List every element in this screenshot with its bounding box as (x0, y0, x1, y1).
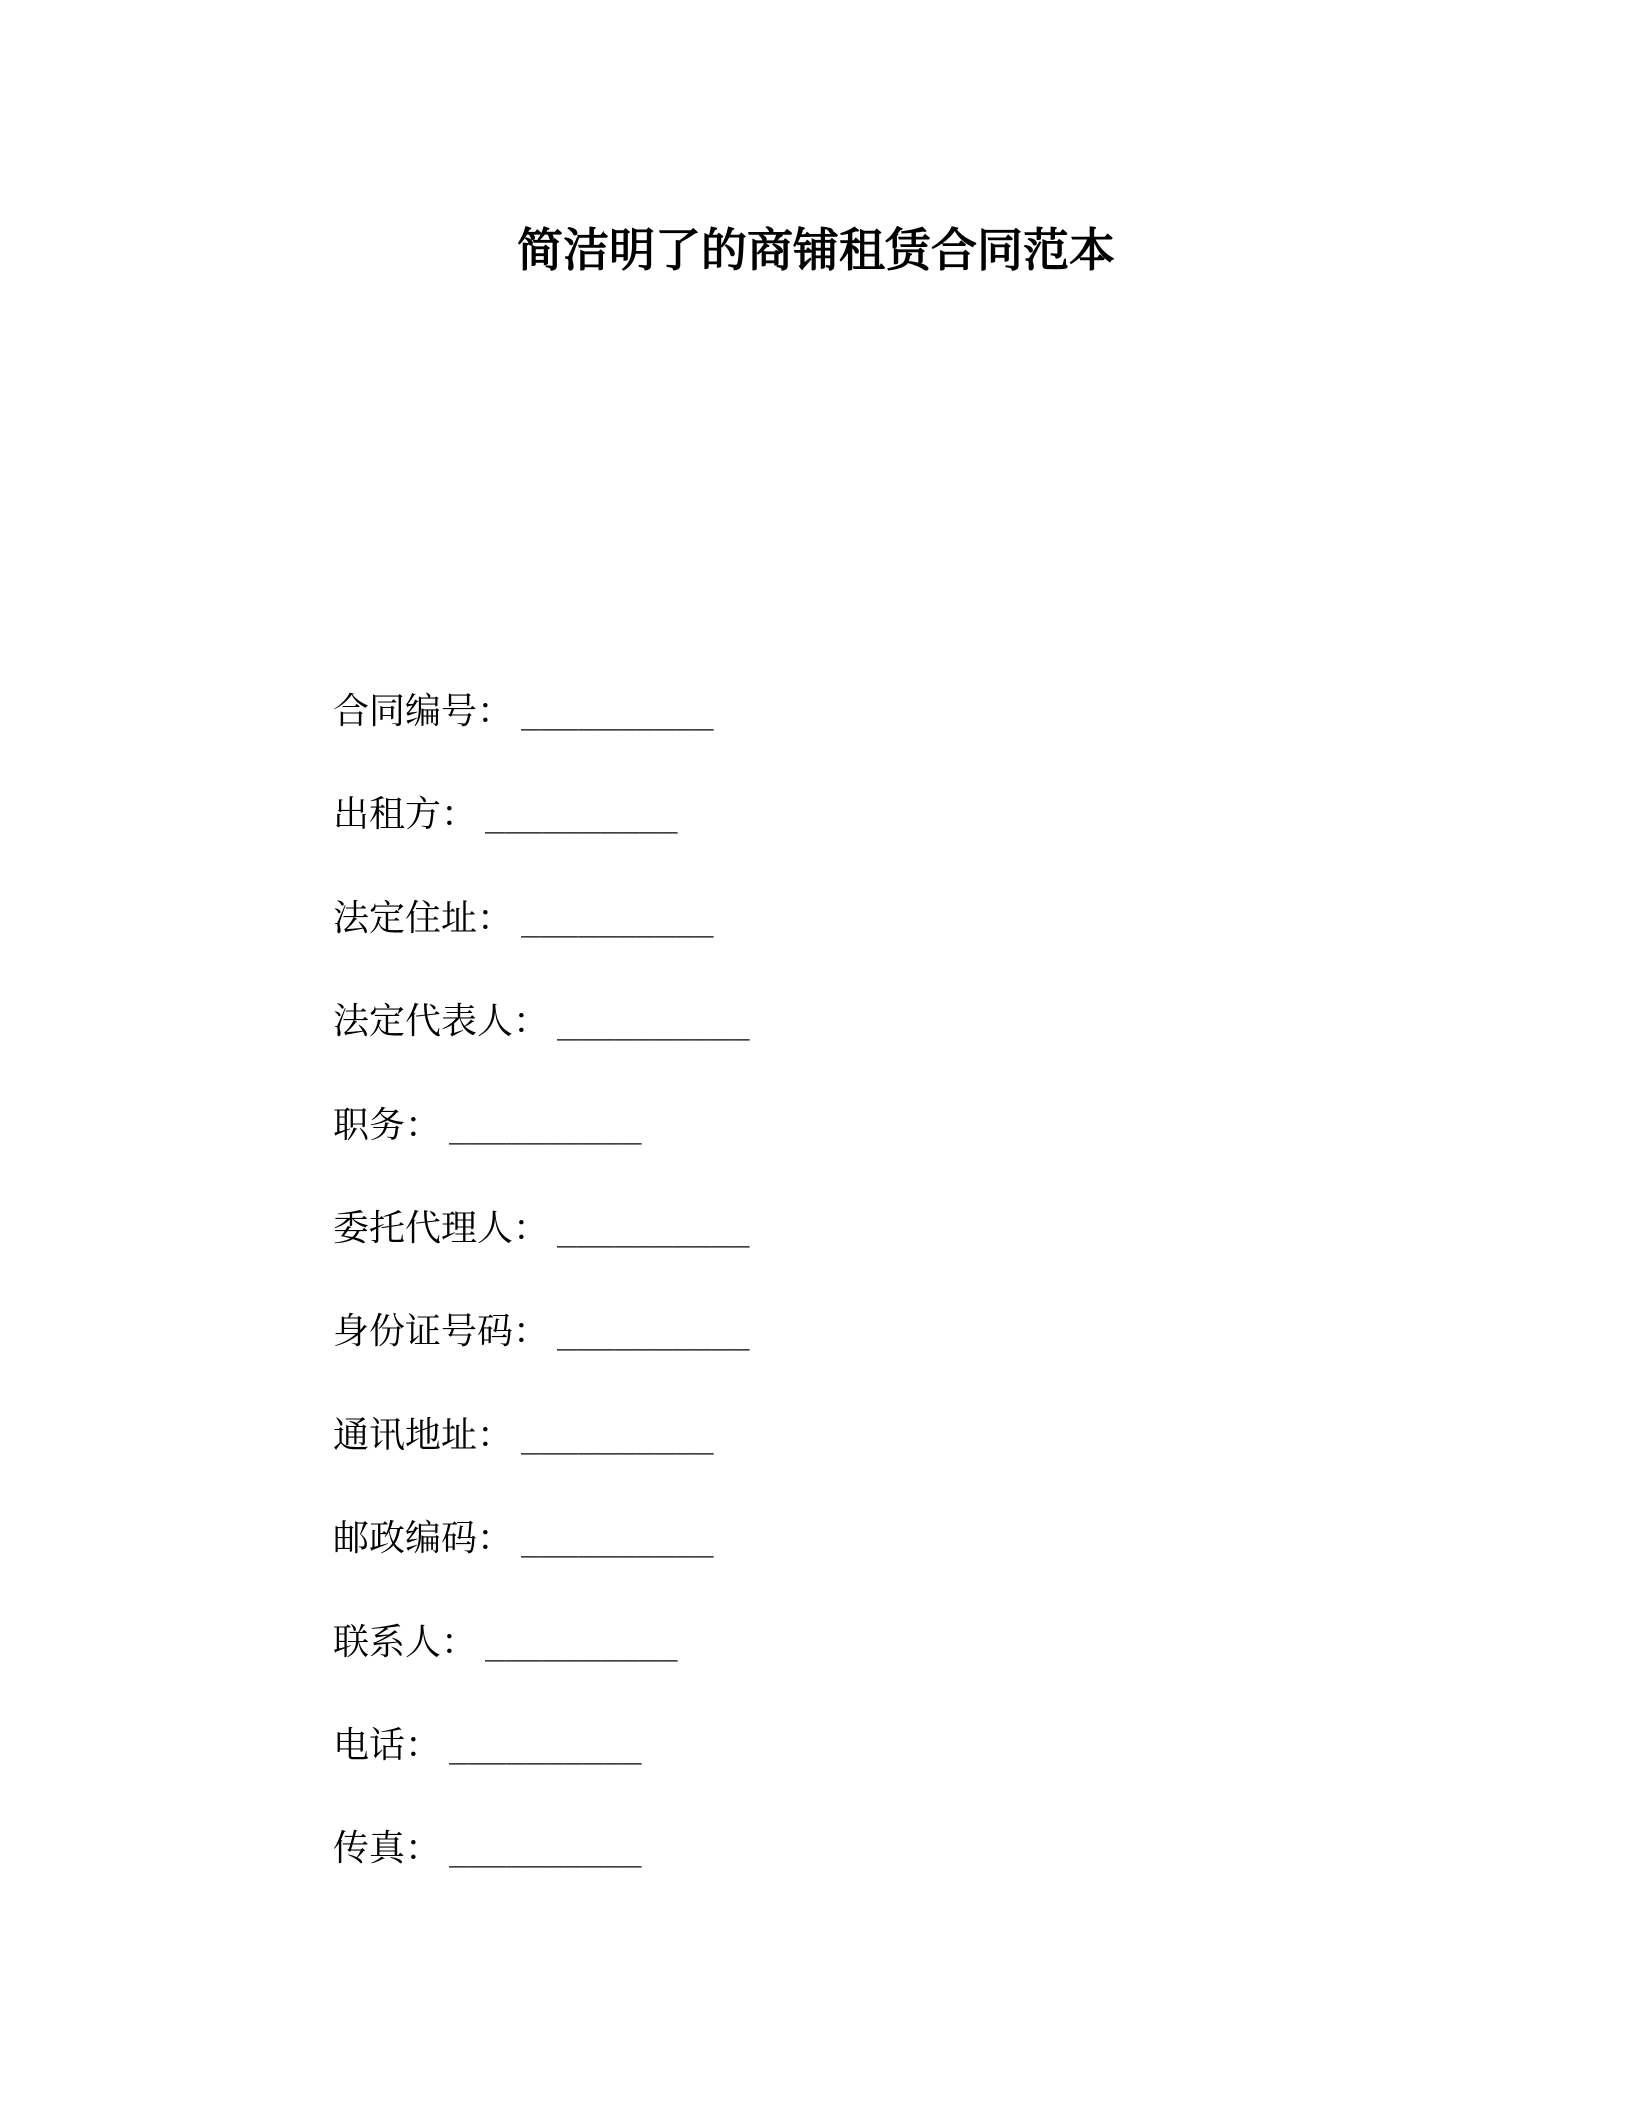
fill-in-blank: __________ (449, 1106, 642, 1145)
field-contact-person (333, 1619, 1333, 1722)
field-mailing-address (333, 1412, 1333, 1515)
field-label: 委托代理人： (333, 1207, 550, 1249)
field-postal-code (333, 1515, 1333, 1618)
field-position (333, 1102, 1333, 1205)
fill-in-blank: __________ (521, 693, 714, 731)
field-contract-number (333, 688, 1333, 791)
fill-in-blank: __________ (521, 1520, 714, 1559)
fill-in-blank: __________ (557, 1003, 750, 1042)
field-label: 法定住址： (333, 897, 514, 939)
field-telephone (333, 1722, 1333, 1825)
fill-in-blank: __________ (557, 1313, 750, 1352)
fill-in-blank: __________ (485, 796, 678, 835)
fill-in-blank: __________ (485, 1623, 678, 1662)
field-label: 电话： (333, 1724, 442, 1766)
field-label: 传真： (333, 1828, 442, 1870)
field-fax (333, 1825, 1333, 1928)
field-label: 通讯地址： (333, 1414, 514, 1456)
field-lessor (333, 791, 1333, 894)
field-authorized-agent (333, 1205, 1333, 1308)
field-label: 合同编号： (333, 691, 514, 732)
fill-in-blank: __________ (521, 1416, 714, 1455)
field-label: 出租方： (333, 794, 478, 836)
fill-in-blank: __________ (449, 1830, 642, 1869)
field-label: 身份证号码： (333, 1311, 550, 1353)
field-label: 邮政编码： (333, 1518, 514, 1560)
fill-in-blank: __________ (449, 1726, 642, 1765)
fill-in-blank: __________ (521, 899, 714, 938)
document-title: 简洁明了的商铺租赁合同范本 (517, 223, 1115, 277)
fill-in-blank: __________ (557, 1209, 750, 1248)
field-label: 职务： (333, 1104, 442, 1146)
field-id-number (333, 1308, 1333, 1411)
field-label: 联系人： (333, 1621, 478, 1663)
field-legal-representative (333, 998, 1333, 1101)
field-legal-address (333, 895, 1333, 998)
contract-fields (333, 688, 1333, 1929)
field-label: 法定代表人： (333, 1001, 550, 1043)
